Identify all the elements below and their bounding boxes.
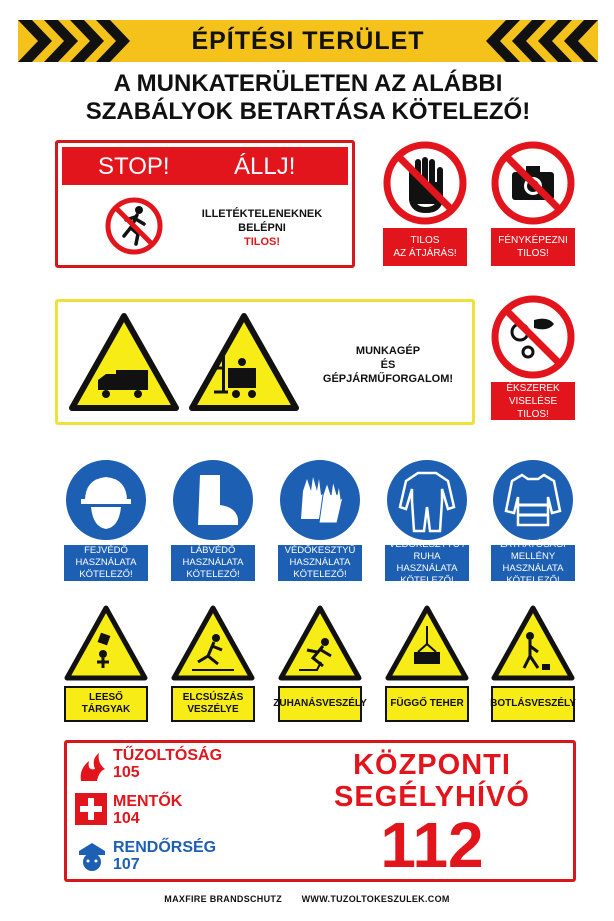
- no-entry-text: [172, 207, 352, 249]
- footer-url[interactable]: WWW.TUZOLTOKESZULEK.COM: [301, 894, 450, 904]
- jewelry-icon: [490, 294, 576, 380]
- truck-warning-icon: [68, 312, 180, 412]
- label-line: ELCSÚSZÁS: [182, 692, 244, 703]
- label-line: FÉNYKÉPEZNI: [498, 235, 568, 246]
- hand-icon: [382, 140, 468, 226]
- prohibition-label-2: [491, 228, 575, 266]
- footer-brand: MAXFIRE BRANDSCHUTZ: [164, 894, 282, 904]
- stop-panel: [55, 140, 355, 268]
- footer: [0, 894, 614, 904]
- label-line: ÉKSZEREK VISELÉSE: [506, 382, 560, 407]
- slip-icon: [170, 604, 256, 682]
- warning-label-1: [64, 686, 148, 722]
- trip-icon: [490, 604, 576, 682]
- label-line: TILOS!: [517, 408, 549, 420]
- label-line: TÁRGYAK: [81, 704, 131, 715]
- fire-number: 105: [113, 764, 140, 781]
- forklift-warning-icon: [188, 312, 300, 412]
- no-entry-line-1: ILLETÉKTELENEKNEK: [201, 208, 323, 220]
- central-line-2: SEGÉLYHÍVÓ: [334, 781, 530, 813]
- label-line: HASZNÁLATA KÖTELEZŐ!: [396, 563, 458, 586]
- ambulance-number: 104: [113, 810, 140, 827]
- central-emergency-title: [297, 749, 567, 813]
- label-line: BOTLÁSVESZÉLY: [490, 698, 576, 709]
- suspended-load-icon: [384, 604, 470, 682]
- ambulance-service: [113, 793, 182, 827]
- gloves-icon: [277, 457, 363, 543]
- vest-icon: [490, 457, 576, 543]
- label-line: LÁBVÉDŐ HASZNÁLATA: [182, 545, 244, 568]
- label-line: KÖTELEZŐ!: [186, 569, 240, 580]
- stop-bar: [62, 147, 348, 185]
- label-line: TILOS: [410, 235, 440, 246]
- no-entry-line-3: TILOS!: [243, 236, 281, 248]
- vehicle-line-3: GÉPJÁRMŰFORGALOM!: [322, 373, 454, 385]
- label-line: FEJVÉDŐ HASZNÁLATA: [75, 545, 137, 568]
- vehicle-line-2: ÉS: [380, 359, 396, 371]
- central-number: 112: [380, 809, 484, 881]
- label-line: FÜGGŐ TEHER: [390, 698, 464, 709]
- headline-line-2: SZABÁLYOK BETARTÁSA KÖTELEZŐ!: [85, 98, 531, 125]
- label-line: KÖTELEZŐ!: [79, 569, 133, 580]
- vehicle-panel: [55, 299, 475, 425]
- central-line-1: KÖZPONTI: [353, 749, 511, 781]
- police-icon: [75, 839, 109, 873]
- warning-label-4: [385, 686, 469, 722]
- police-name: RENDŐRSÉG: [113, 839, 217, 856]
- mandatory-label-3: [278, 545, 362, 581]
- fire-icon: [75, 751, 109, 785]
- label-line: VESZÉLYE: [187, 704, 239, 715]
- prohibition-label-1: [383, 228, 467, 266]
- label-line: HASZNÁLATA KÖTELEZŐ!: [502, 563, 564, 586]
- page-headline: [20, 70, 596, 126]
- mandatory-label-4: [385, 539, 469, 586]
- no-entry-line-2: BELÉPNI: [238, 222, 286, 234]
- warning-label-5: [491, 686, 575, 722]
- label-line: VÉDŐKESZTYŰ: [284, 545, 356, 556]
- camera-icon: [490, 140, 576, 226]
- mandatory-label-1: [64, 545, 148, 581]
- emergency-panel: [64, 740, 576, 882]
- prohibition-label-3: [491, 382, 575, 420]
- no-entry-pedestrian-icon: [104, 196, 164, 256]
- label-line: LEESŐ: [89, 692, 123, 703]
- header-banner: [18, 20, 598, 62]
- warning-label-3: [273, 686, 367, 722]
- allj-text: ÁLLJ!: [234, 153, 296, 180]
- label-line: LÁTHATÓSÁGI MELLÉNY: [500, 539, 566, 562]
- label-line: AZ ÁTJÁRÁS!: [393, 248, 457, 259]
- police-service: [113, 839, 216, 873]
- label-line: ZUHANÁSVESZÉLY: [273, 698, 367, 709]
- headline-line-1: A MUNKATERÜLETEN AZ ALÁBBI: [113, 70, 503, 97]
- stop-text: STOP!: [98, 153, 170, 180]
- label-line: VÉDŐKESZTYŰ / RUHA: [388, 539, 465, 562]
- coverall-icon: [384, 457, 470, 543]
- label-line: HASZNÁLATA KÖTELEZŐ!: [289, 557, 351, 580]
- fall-icon: [277, 604, 363, 682]
- fire-service: [113, 747, 222, 781]
- mandatory-label-5: [491, 539, 575, 586]
- vehicle-text: [308, 344, 468, 386]
- falling-objects-icon: [63, 604, 149, 682]
- mandatory-label-2: [171, 545, 255, 581]
- boot-icon: [170, 457, 256, 543]
- vehicle-line-1: MUNKAGÉP: [355, 345, 421, 357]
- label-line: TILOS!: [517, 248, 549, 259]
- banner-title: ÉPÍTÉSI TERÜLET: [191, 27, 425, 55]
- medical-cross-icon: [75, 793, 107, 825]
- warning-label-2: [171, 686, 255, 722]
- helmet-icon: [63, 457, 149, 543]
- police-number: 107: [113, 856, 140, 873]
- ambulance-name: MENTŐK: [113, 793, 183, 810]
- fire-name: TŰZOLTÓSÁG: [113, 747, 223, 764]
